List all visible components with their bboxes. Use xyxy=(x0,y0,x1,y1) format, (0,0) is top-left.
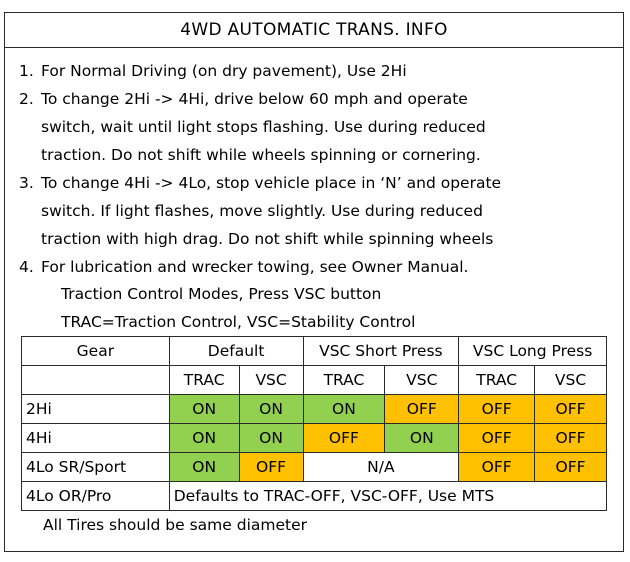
item-number: 4. xyxy=(19,258,34,276)
item-text xyxy=(41,169,619,253)
status-cell: OFF xyxy=(303,424,385,453)
traction-note: Traction Control Modes, Press VSC button xyxy=(61,285,382,303)
status-cell: ON xyxy=(385,424,459,453)
item-line: For Normal Driving (on dry pavement), Use 2Hi xyxy=(41,62,407,80)
gear-cell: 4Lo SR/Sport xyxy=(22,453,170,482)
na-cell: N/A xyxy=(303,453,459,482)
status-cell: OFF xyxy=(459,453,535,482)
status-cell: ON xyxy=(169,395,239,424)
item-number: 3. xyxy=(19,174,34,192)
item-line: traction with high drag. Do not shift while spinning wheels xyxy=(41,230,494,248)
card-title: 4WD AUTOMATIC TRANS. INFO xyxy=(5,13,623,48)
subheader-empty xyxy=(22,366,170,395)
table-row xyxy=(22,395,607,424)
status-cell: OFF xyxy=(459,395,535,424)
list-item xyxy=(19,169,619,253)
item-number: 1. xyxy=(19,62,34,80)
abbreviation-note: TRAC=Traction Control, VSC=Stability Control xyxy=(61,313,416,331)
list-item xyxy=(19,57,619,85)
header-gear: Gear xyxy=(22,337,170,366)
status-cell: ON xyxy=(239,395,303,424)
list-item xyxy=(19,253,619,281)
table-row xyxy=(22,424,607,453)
item-line: traction. Do not shift while wheels spinning or cornering. xyxy=(41,146,481,164)
instruction-list xyxy=(19,57,619,281)
subheader-cell: VSC xyxy=(385,366,459,395)
gear-cell: 4Lo OR/Pro xyxy=(22,482,170,511)
item-text xyxy=(41,85,619,169)
table-row xyxy=(22,453,607,482)
status-cell: ON xyxy=(169,424,239,453)
status-cell: OFF xyxy=(459,424,535,453)
subheader-cell: TRAC xyxy=(459,366,535,395)
item-line: switch. If light flashes, move slightly. Use during reduced xyxy=(41,202,483,220)
status-cell: ON xyxy=(303,395,385,424)
info-card xyxy=(4,12,624,552)
item-text xyxy=(41,57,619,85)
item-text xyxy=(41,253,619,281)
item-line: switch, wait until light stops flashing. Use during reduced xyxy=(41,118,486,136)
subheader-cell: TRAC xyxy=(303,366,385,395)
traction-mode-table xyxy=(21,336,607,511)
defaults-note-cell: Defaults to TRAC-OFF, VSC-OFF, Use MTS xyxy=(169,482,606,511)
table-subheader-row xyxy=(22,366,607,395)
status-cell: OFF xyxy=(535,395,607,424)
status-cell: OFF xyxy=(239,453,303,482)
item-number: 2. xyxy=(19,90,34,108)
header-default: Default xyxy=(169,337,303,366)
footer-note: All Tires should be same diameter xyxy=(43,516,307,534)
status-cell: OFF xyxy=(535,453,607,482)
table-row xyxy=(22,482,607,511)
gear-cell: 2Hi xyxy=(22,395,170,424)
subheader-cell: VSC xyxy=(239,366,303,395)
item-line: For lubrication and wrecker towing, see Owner Manual. xyxy=(41,258,469,276)
item-line: To change 2Hi -> 4Hi, drive below 60 mph and operate xyxy=(41,90,468,108)
status-cell: OFF xyxy=(535,424,607,453)
item-line: To change 4Hi -> 4Lo, stop vehicle place in ‘N’ and operate xyxy=(41,174,502,192)
status-cell: OFF xyxy=(385,395,459,424)
table-header-row xyxy=(22,337,607,366)
status-cell: ON xyxy=(169,453,239,482)
subheader-cell: VSC xyxy=(535,366,607,395)
gear-cell: 4Hi xyxy=(22,424,170,453)
header-vsc-short-press: VSC Short Press xyxy=(303,337,459,366)
subheader-cell: TRAC xyxy=(169,366,239,395)
list-item xyxy=(19,85,619,169)
status-cell: ON xyxy=(239,424,303,453)
header-vsc-long-press: VSC Long Press xyxy=(459,337,607,366)
